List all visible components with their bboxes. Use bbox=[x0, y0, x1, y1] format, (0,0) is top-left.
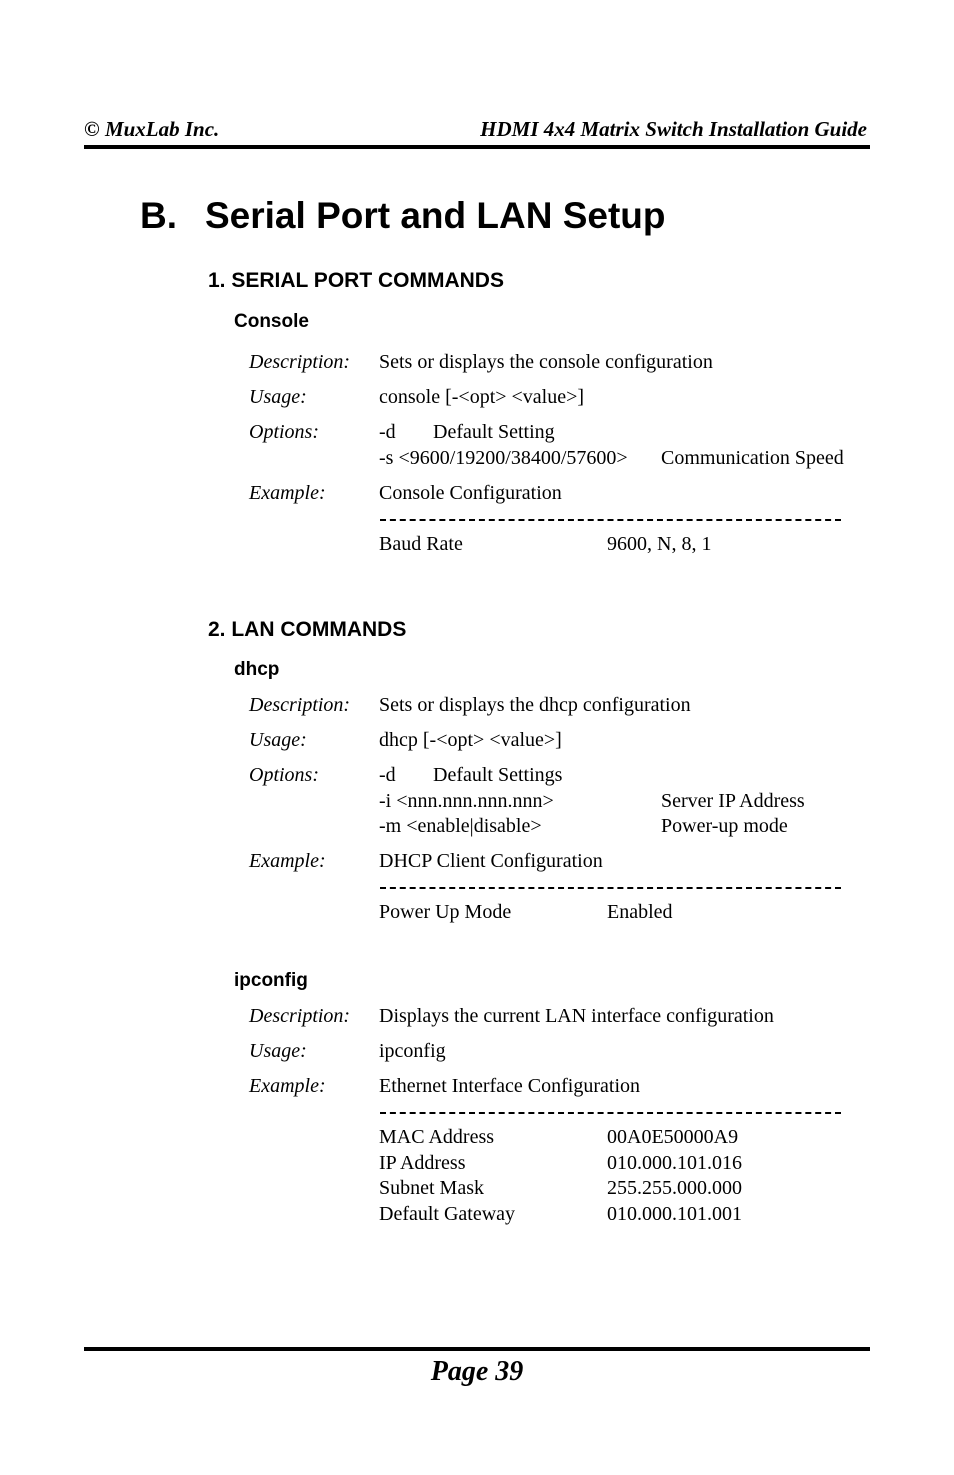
usage-label: Usage: bbox=[249, 1040, 307, 1062]
footer-rule bbox=[84, 1347, 870, 1351]
description-label: Description: bbox=[249, 351, 351, 373]
page-title: Serial Port and LAN Setup bbox=[205, 195, 666, 236]
command-name-dhcp: dhcp bbox=[234, 659, 280, 680]
example-row-value: 010.000.101.016 bbox=[607, 1152, 742, 1174]
console-description: Sets or displays the console configuration bbox=[379, 351, 713, 373]
example-row-key: MAC Address bbox=[379, 1126, 495, 1148]
example-row-value: 9600, N, 8, 1 bbox=[607, 533, 712, 555]
option-flag: -s <9600/19200/38400/57600> bbox=[379, 447, 628, 469]
example-label: Example: bbox=[249, 850, 326, 872]
example-row-key: Power Up Mode bbox=[379, 901, 512, 923]
option-flag: -i <nnn.nnn.nnn.nnn> bbox=[379, 790, 554, 812]
dhcp-usage: dhcp [-<opt> <value>] bbox=[379, 729, 562, 751]
example-row-value: 00A0E50000A9 bbox=[607, 1126, 739, 1148]
ipconfig-usage: ipconfig bbox=[379, 1040, 446, 1062]
option-text: Communication Speed bbox=[661, 447, 844, 469]
page-number: Page 39 bbox=[430, 1356, 524, 1387]
example-row-key: Baud Rate bbox=[379, 533, 463, 555]
usage-label: Usage: bbox=[249, 386, 307, 408]
dhcp-example-title: DHCP Client Configuration bbox=[379, 850, 603, 872]
example-divider bbox=[380, 1112, 841, 1114]
description-label: Description: bbox=[249, 1005, 351, 1027]
console-usage: console [-<opt> <value>] bbox=[379, 386, 585, 408]
option-flag: -d bbox=[379, 421, 396, 443]
section-heading-lan: 2. LAN COMMANDS bbox=[208, 618, 407, 641]
option-text: Default Setting bbox=[433, 421, 555, 443]
ipconfig-example-title: Ethernet Interface Configuration bbox=[379, 1075, 640, 1097]
option-text: Server IP Address bbox=[661, 790, 805, 812]
command-name-ipconfig: ipconfig bbox=[234, 970, 308, 991]
example-label: Example: bbox=[249, 482, 326, 504]
header-rule bbox=[84, 145, 870, 149]
options-label: Options: bbox=[249, 764, 319, 786]
option-text: Default Settings bbox=[433, 764, 563, 786]
option-flag: -d bbox=[379, 764, 396, 786]
console-example-title: Console Configuration bbox=[379, 482, 562, 504]
example-row-key: Subnet Mask bbox=[379, 1177, 484, 1199]
page-title-letter: B. bbox=[140, 195, 177, 236]
dhcp-description: Sets or displays the dhcp configuration bbox=[379, 694, 691, 716]
header-guide-title: HDMI 4x4 Matrix Switch Installation Guide bbox=[480, 117, 867, 141]
options-label: Options: bbox=[249, 421, 319, 443]
example-row-value: Enabled bbox=[607, 901, 673, 923]
section-heading-serial: 1. SERIAL PORT COMMANDS bbox=[208, 269, 504, 292]
example-row-key: Default Gateway bbox=[379, 1203, 516, 1225]
usage-label: Usage: bbox=[249, 729, 307, 751]
description-label: Description: bbox=[249, 694, 351, 716]
option-flag: -m <enable|disable> bbox=[379, 815, 542, 837]
example-label: Example: bbox=[249, 1075, 326, 1097]
example-divider bbox=[380, 519, 841, 521]
example-row-value: 255.255.000.000 bbox=[607, 1177, 742, 1199]
example-row-key: IP Address bbox=[379, 1152, 466, 1174]
option-text: Power-up mode bbox=[661, 815, 788, 837]
ipconfig-description: Displays the current LAN interface configuration bbox=[379, 1005, 774, 1027]
example-row-value: 010.000.101.001 bbox=[607, 1203, 742, 1225]
example-divider bbox=[380, 887, 841, 889]
command-name-console: Console bbox=[234, 311, 309, 332]
header-company: © MuxLab Inc. bbox=[84, 117, 220, 141]
